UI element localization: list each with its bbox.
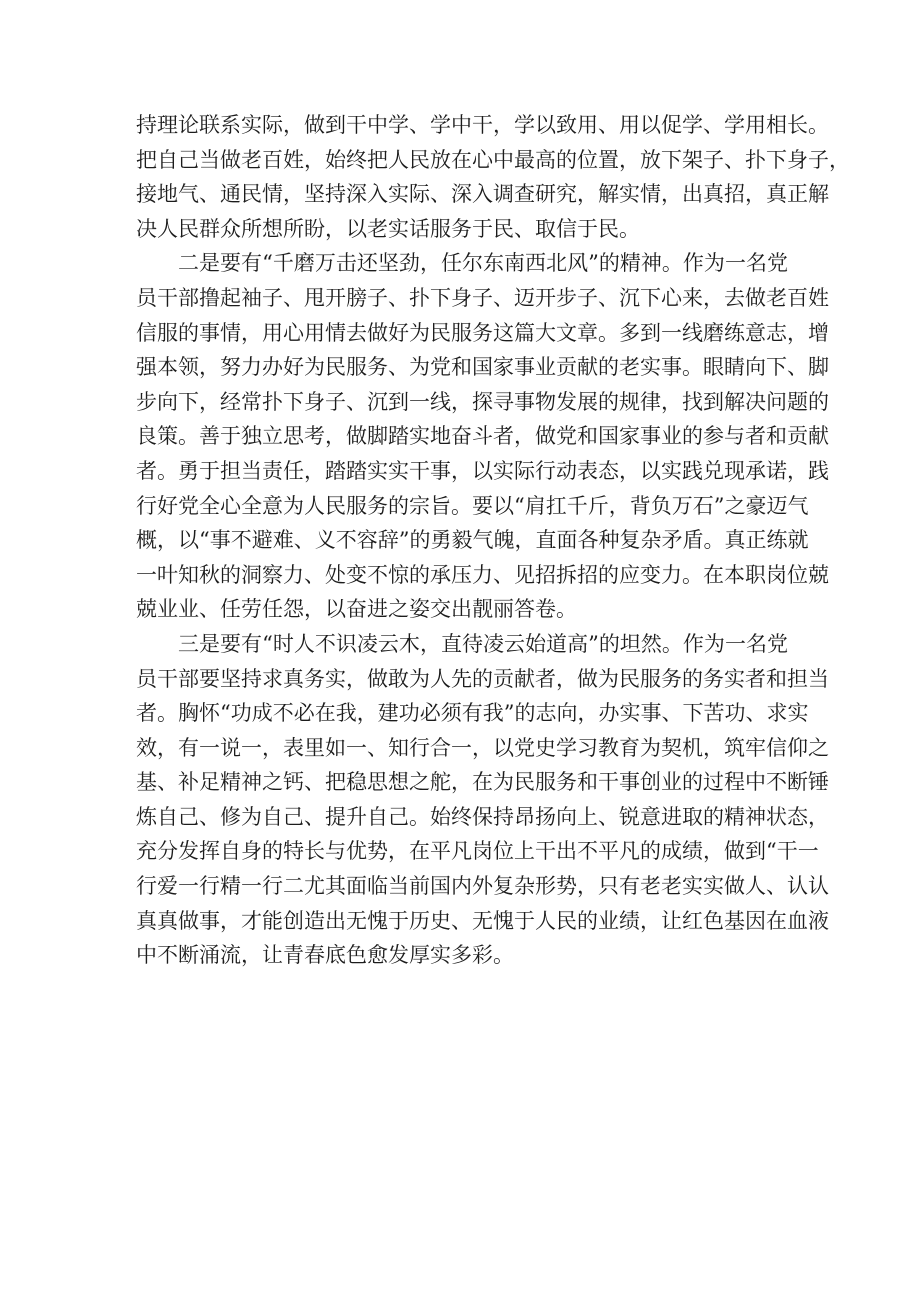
text-line: 中不断涌流，让青春底色愈发厚实多彩。 — [136, 943, 514, 968]
text-line: 充分发挥自身的特长与优势，在平凡岗位上干出不平凡的成绩，做到“干一 — [136, 839, 819, 864]
text-line: 把自己当做老百姓，始终把人民放在心中最高的位置，放下架子、扑下身子， — [136, 147, 850, 172]
text-line: 一叶知秋的洞察力、处变不惊的承压力、见招拆招的应变力。在本职岗位兢 — [136, 562, 829, 587]
text-line: 炼自己、修为自己、提升自己。始终保持昂扬向上、锐意进取的精神状态， — [136, 804, 829, 829]
text-line: 决人民群众所想所盼，以老实话服务于民、取信于民。 — [136, 216, 640, 241]
text-line: 三是要有“时人不识凌云木，直待凌云始道高”的坦然。作为一名党 — [178, 631, 788, 656]
text-line: 行爱一行精一行二尤其面临当前国内外复杂形势，只有老老实实做人、认认 — [136, 874, 829, 899]
text-line: 员干部撸起袖子、甩开膀子、扑下身子、迈开步子、沉下心来，去做老百姓 — [136, 285, 829, 310]
text-line: 基、补足精神之钙、把稳思想之舵，在为民服务和干事创业的过程中不断锤 — [136, 770, 829, 795]
text-line: 效，有一说一，表里如一、知行合一，以党史学习教育为契机，筑牢信仰之 — [136, 735, 829, 760]
paragraph-3 — [136, 627, 829, 973]
text-line: 信服的事情，用心用情去做好为民服务这篇大文章。多到一线磨练意志，增 — [136, 320, 829, 345]
text-line: 二是要有“千磨万击还坚劲，任尔东南西北风”的精神。作为一名党 — [178, 251, 788, 276]
text-line: 者。勇于担当责任，踏踏实实干事，以实际行动表态，以实践兑现承诺，践 — [136, 458, 829, 483]
text-line: 良策。善于独立思考，做脚踏实地奋斗者，做党和国家事业的参与者和贡献 — [136, 424, 829, 449]
text-line: 行好党全心全意为人民服务的宗旨。要以“肩扛千斤，背负万石”之豪迈气 — [136, 493, 809, 518]
text-line: 强本领，努力办好为民服务、为党和国家事业贡献的老实事。眼睛向下、脚 — [136, 355, 829, 380]
text-line: 持理论联系实际，做到干中学、学中干，学以致用、用以促学、学用相长。 — [136, 113, 829, 137]
paragraph-2 — [136, 246, 829, 627]
text-line: 概，以“事不避难、义不容辞”的勇毅气魄，直面各种复杂矛盾。真正练就 — [136, 528, 809, 553]
text-line: 兢业业、任劳任怨，以奋进之姿交出靓丽答卷。 — [136, 597, 577, 622]
document-body — [136, 108, 850, 973]
text-line: 步向下，经常扑下身子、沉到一线，探寻事物发展的规律，找到解决问题的 — [136, 389, 829, 414]
text-line: 真真做事，才能创造出无愧于历史、无愧于人民的业绩，让红色基因在血液 — [136, 908, 829, 933]
paragraph-1 — [136, 108, 850, 246]
text-line: 接地气、通民情，坚持深入实际、深入调查研究，解实情，出真招，真正解 — [136, 182, 829, 207]
text-line: 员干部要坚持求真务实，做敢为人先的贡献者，做为民服务的务实者和担当 — [136, 666, 829, 691]
text-line: 者。胸怀“功成不必在我，建功必须有我”的志向，办实事、下苦功、求实 — [136, 701, 809, 726]
